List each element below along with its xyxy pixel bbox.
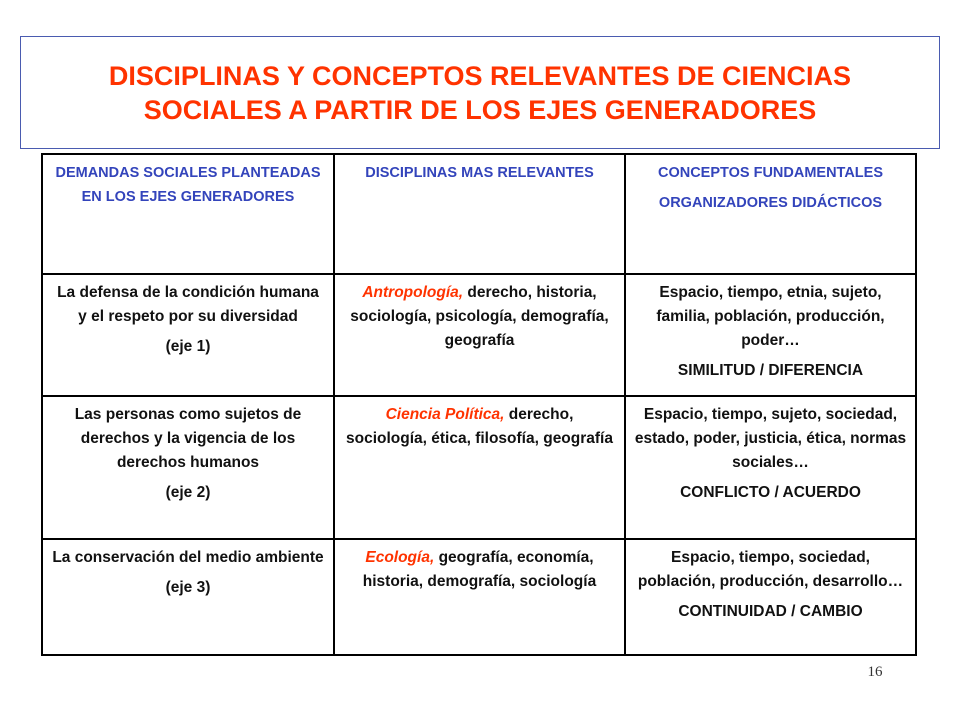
concepts-cell: [625, 396, 916, 539]
concepts-cell: [625, 539, 916, 655]
page-number: 16: [867, 664, 883, 680]
concepts-text: Espacio, tiempo, sujeto, sociedad, estado, poder, justicia, ética, normas sociales…: [634, 406, 907, 471]
slide-title-line-1: DISCIPLINAS Y CONCEPTOS RELEVANTES DE CIENCIAS: [108, 60, 852, 91]
header-disciplines-text: DISCIPLINAS MAS RELEVANTES: [365, 165, 594, 181]
organizer-label: CONTINUIDAD / CAMBIO: [678, 603, 863, 620]
demand-text: Las personas como sujetos de derechos y la vigencia de los derechos humanos: [74, 406, 302, 471]
disciplines-text: [343, 403, 616, 451]
other-disciplines: derecho, sociología, ética, filosofía, geografía: [345, 406, 613, 447]
demand-text: La defensa de la condición humana y el respeto por su diversidad: [57, 284, 319, 325]
demand-cell: [42, 396, 334, 539]
header-cell-disciplines: [334, 154, 625, 274]
concepts-text: Espacio, tiempo, etnia, sujeto, familia, población, producción, poder…: [656, 284, 885, 349]
slide-title-line-2: SOCIALES A PARTIR DE LOS EJES GENERADORES: [143, 94, 817, 125]
table-row: [42, 396, 916, 539]
demand-cell: [42, 539, 334, 655]
other-disciplines: derecho, historia, sociología, psicología, demografía, geografía: [350, 284, 609, 349]
highlight-discipline: Ecología,: [365, 549, 435, 566]
table-row: [42, 539, 916, 655]
header-cell-concepts: [625, 154, 916, 274]
disciplines-cell: [334, 396, 625, 539]
eje-label: (eje 3): [165, 579, 211, 596]
disciplines-cell: [334, 274, 625, 396]
concepts-text: Espacio, tiempo, sociedad, población, producción, desarrollo…: [637, 549, 904, 590]
disciplines-text: [343, 281, 616, 353]
organizer-label: SIMILITUD / DIFERENCIA: [677, 362, 864, 379]
eje-label: (eje 1): [165, 338, 211, 355]
header-demands-text: DEMANDAS SOCIALES PLANTEADAS EN LOS EJES GENERADORES: [55, 165, 321, 205]
table-row: [42, 274, 916, 396]
disciplines-cell: [334, 539, 625, 655]
concepts-cell: [625, 274, 916, 396]
header-organizers-text: ORGANIZADORES DIDÁCTICOS: [658, 195, 883, 211]
highlight-discipline: Antropología,: [362, 284, 464, 301]
demand-cell: [42, 274, 334, 396]
header-cell-demands: [42, 154, 334, 274]
eje-label: (eje 2): [165, 484, 211, 501]
header-concepts-text: CONCEPTOS FUNDAMENTALES: [657, 165, 884, 181]
organizer-label: CONFLICTO / ACUERDO: [680, 484, 861, 501]
other-disciplines: geografía, economía, historia, demografía, sociología: [362, 549, 597, 590]
demand-text: La conservación del medio ambiente: [52, 549, 324, 566]
table-header-row: [42, 154, 916, 274]
disciplines-text: [343, 546, 616, 594]
title-box: [20, 36, 940, 149]
highlight-discipline: Ciencia Política,: [385, 406, 505, 423]
disciplines-table: [41, 153, 917, 656]
